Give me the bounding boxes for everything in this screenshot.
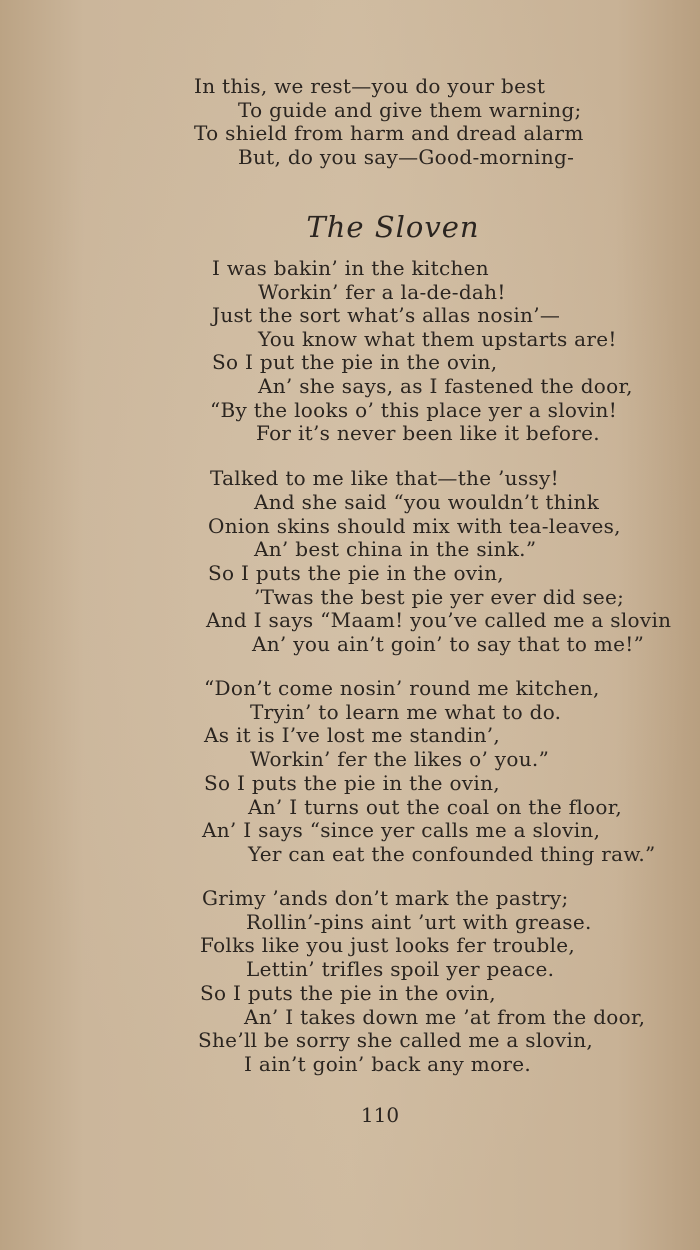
- poem-line: As it is I’ve lost me standin’,: [204, 723, 501, 747]
- poem-title: The Sloven: [306, 210, 480, 244]
- poem-line: And I says “Maam! you’ve called me a slovin: [206, 608, 672, 632]
- poem-line: So I puts the pie in the ovin,: [204, 771, 500, 795]
- intro-line: To guide and give them warning;: [238, 98, 582, 122]
- poem-line: Rollin’-pins aint ’urt with grease.: [246, 910, 592, 934]
- poem-line: I was bakin’ in the kitchen: [212, 256, 489, 280]
- poem-line: An’ best china in the sink.”: [254, 537, 537, 561]
- poem-line: Folks like you just looks fer trouble,: [200, 933, 576, 957]
- intro-line: To shield from harm and dread alarm: [194, 121, 584, 145]
- poem-line: You know what them upstarts are!: [258, 327, 617, 351]
- poem-line: Talked to me like that—the ’ussy!: [210, 466, 559, 490]
- intro-line: In this, we rest—you do your best: [194, 74, 546, 98]
- poem-line: And she said “you wouldn’t think: [254, 490, 600, 514]
- poem-line: Tryin’ to learn me what to do.: [250, 700, 562, 724]
- poem-line: “By the looks o’ this place yer a slovin!: [210, 398, 618, 422]
- poem-line: An’ she says, as I fastened the door,: [258, 374, 633, 398]
- poem-line: She’ll be sorry she called me a slovin,: [198, 1028, 594, 1052]
- poem-line: So I put the pie in the ovin,: [212, 350, 498, 374]
- poem-line: An’ you ain’t goin’ to say that to me!”: [252, 632, 645, 656]
- poem-line: An’ I takes down me ’at from the door,: [244, 1005, 646, 1029]
- poem-line: ’Twas the best pie yer ever did see;: [254, 585, 625, 609]
- poem-line: Grimy ’ands don’t mark the pastry;: [202, 886, 569, 910]
- poem-line: Workin’ fer the likes o’ you.”: [250, 747, 550, 771]
- page-number: 110: [360, 1103, 400, 1127]
- poem-line: Yer can eat the confounded thing raw.”: [248, 842, 656, 866]
- poem-line: An’ I turns out the coal on the floor,: [248, 795, 623, 819]
- poem-line: An’ I says “since yer calls me a slovin,: [202, 818, 601, 842]
- poem-line: So I puts the pie in the ovin,: [200, 981, 496, 1005]
- poem-line: Just the sort what’s allas nosin’—: [212, 303, 561, 327]
- poem-line: I ain’t goin’ back any more.: [244, 1052, 532, 1076]
- poem-line: “Don’t come nosin’ round me kitchen,: [204, 676, 600, 700]
- poem-line: Workin’ fer a la-de-dah!: [258, 280, 506, 304]
- poem-line: Onion skins should mix with tea-leaves,: [208, 514, 621, 538]
- poem-line: Lettin’ trifles spoil yer peace.: [246, 957, 555, 981]
- intro-line: But, do you say—Good-morning-: [238, 145, 575, 169]
- poem-line: For it’s never been like it before.: [256, 421, 600, 445]
- poem-line: So I puts the pie in the ovin,: [208, 561, 504, 585]
